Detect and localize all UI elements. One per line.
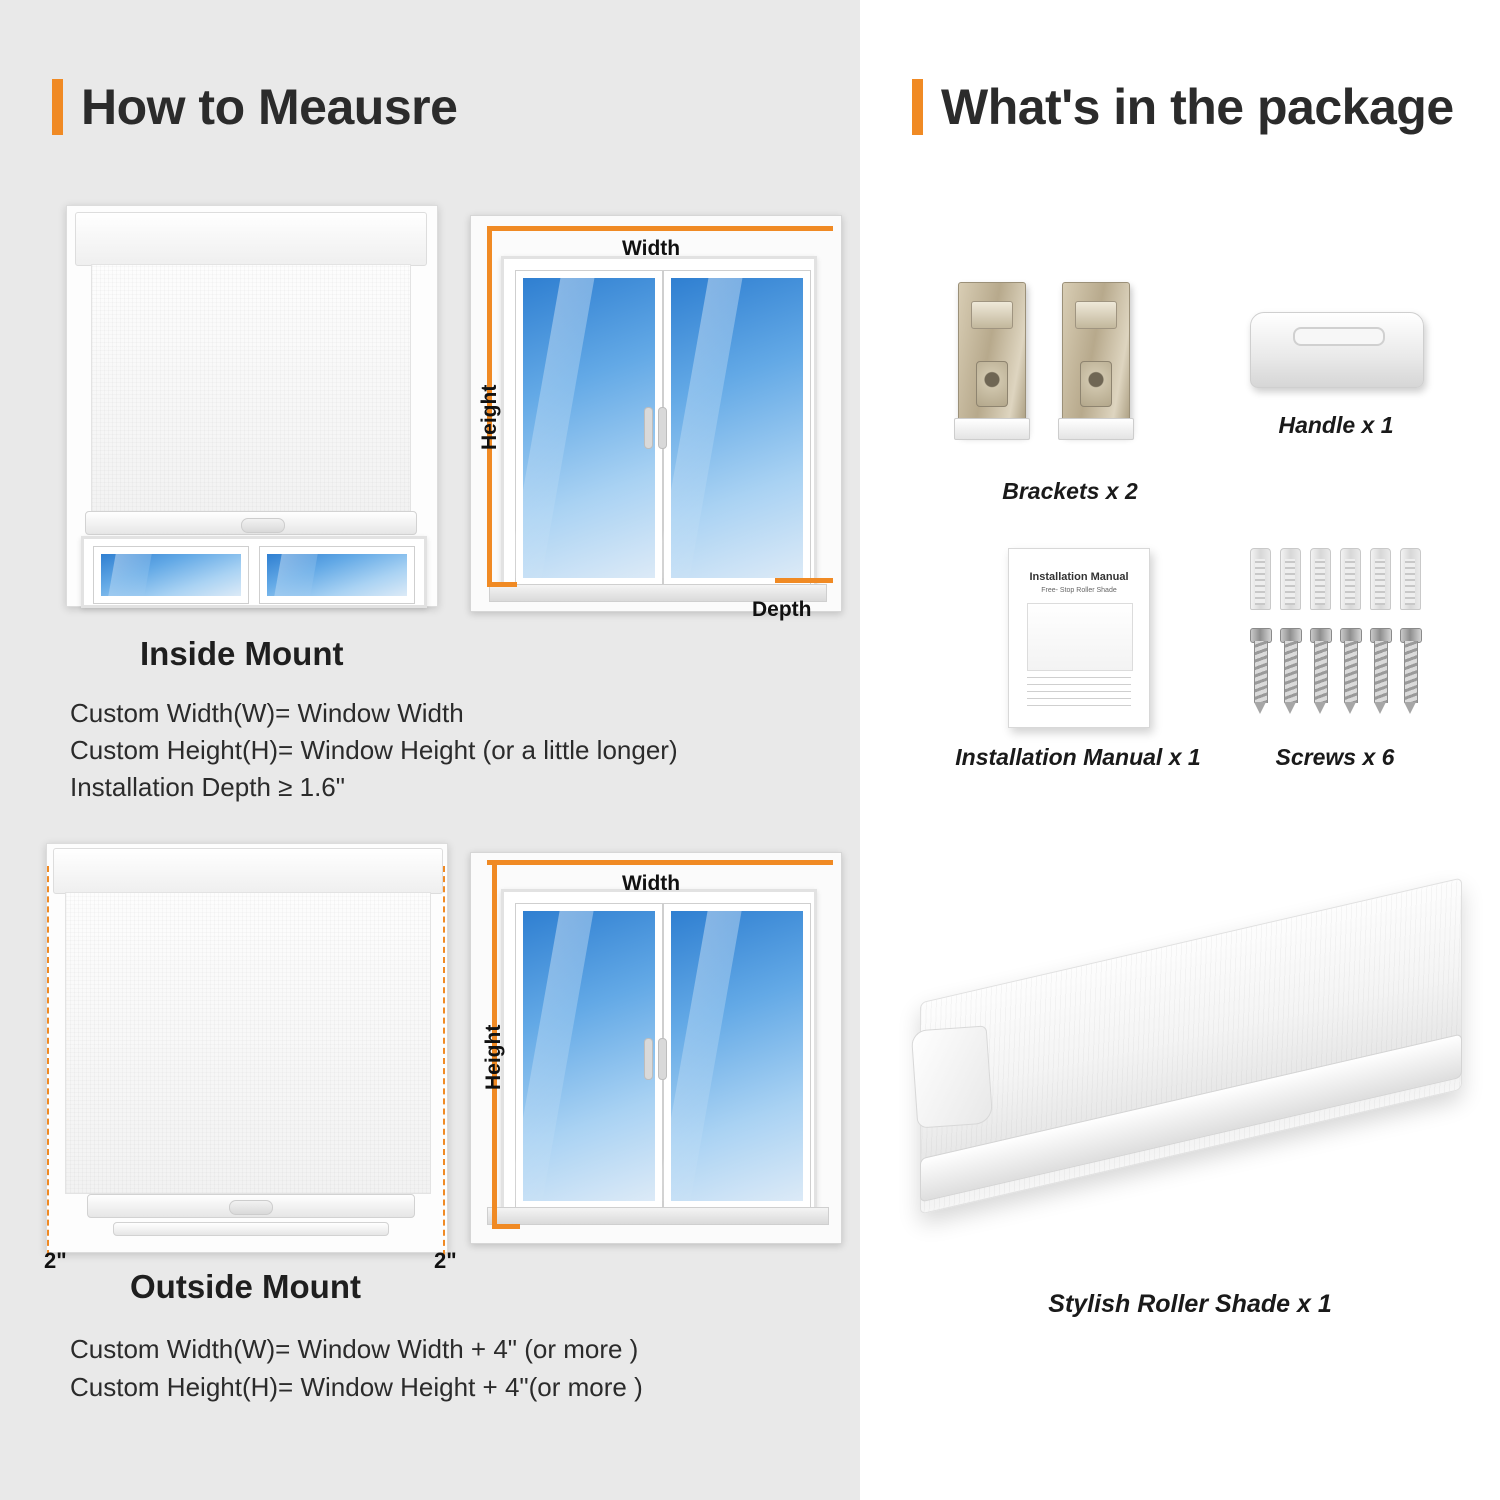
- depth-label-inside: Depth: [752, 598, 812, 621]
- accent-bar-icon: [52, 79, 63, 135]
- package-contents-panel: [860, 0, 1500, 1500]
- window-pane-left: [516, 904, 662, 1208]
- screws-label: Screws x 6: [1275, 744, 1395, 770]
- window-handle-right-icon: [658, 1038, 667, 1080]
- width-dimension-line: [487, 226, 833, 231]
- shade-pull-handle: [229, 1200, 273, 1215]
- window-handle-right-icon: [658, 407, 667, 449]
- window-frame: [501, 889, 817, 1215]
- overhang-guide-left: [47, 866, 49, 1256]
- manual-label: Installation Manual x 1: [955, 744, 1201, 770]
- window-sill-behind-shade: [113, 1222, 389, 1236]
- inside-mount-window-illustration: [470, 215, 842, 612]
- handle-label: Handle x 1: [1278, 412, 1394, 438]
- window-pane-left: [516, 271, 662, 585]
- window-sill: [487, 1207, 829, 1225]
- manual-cover-text-lines: [1027, 677, 1131, 711]
- inside-mount-line-3: Installation Depth ≥ 1.6": [70, 772, 345, 802]
- bracket-base-icon: [1058, 418, 1134, 440]
- package-heading: [912, 78, 1454, 136]
- overhang-left-label: 2": [44, 1248, 67, 1273]
- screw-icon: [1402, 628, 1418, 712]
- window-pane-left: [94, 547, 248, 603]
- roller-shade-icon: [920, 900, 1460, 1230]
- window-handle-left-icon: [644, 407, 653, 449]
- brackets-label: Brackets x 2: [1002, 478, 1138, 504]
- height-dimension-end-tick: [487, 582, 517, 587]
- wall-anchor-icon: [1340, 548, 1361, 610]
- manual-icon: [1008, 548, 1150, 728]
- bracket-icon: [1062, 282, 1130, 434]
- width-label-outside: Width: [622, 872, 681, 895]
- window-frame-behind-shade: [81, 536, 427, 608]
- manual-cover-title: Installation Manual: [1029, 571, 1129, 583]
- overhang-guide-right: [443, 866, 445, 1256]
- window-handle-left-icon: [644, 1038, 653, 1080]
- handle-icon: [1250, 312, 1424, 388]
- screw-icon: [1342, 628, 1358, 712]
- height-label-inside: Height: [478, 384, 501, 450]
- wall-anchor-icon: [1310, 548, 1331, 610]
- shade-headrail: [53, 848, 443, 894]
- inside-mount-line-1: Custom Width(W)= Window Width: [70, 698, 464, 728]
- outside-mount-line-2: Custom Height(H)= Window Height + 4"(or more ): [70, 1372, 643, 1402]
- screw-icon: [1252, 628, 1268, 712]
- roller-shade-end-cap: [911, 1025, 994, 1128]
- window-pane-right: [664, 904, 810, 1208]
- manual-cover-image: [1027, 603, 1133, 671]
- bracket-base-icon: [954, 418, 1030, 440]
- screw-icon: [1312, 628, 1328, 712]
- shade-fabric: [91, 264, 411, 516]
- package-title: What's in the package: [941, 79, 1454, 135]
- screw-icon: [1372, 628, 1388, 712]
- width-label-inside: Width: [622, 237, 681, 260]
- roller-shade-label: Stylish Roller Shade x 1: [1048, 1290, 1332, 1318]
- height-label-outside: Height: [482, 1024, 505, 1090]
- shade-fabric: [65, 892, 431, 1194]
- how-to-measure-title: How to Meausre: [81, 79, 458, 135]
- height-dimension-end-tick-outside: [492, 1224, 520, 1229]
- shade-pull-handle: [241, 518, 285, 533]
- inside-mount-caption: Inside Mount: [140, 635, 344, 672]
- screw-icon: [1282, 628, 1298, 712]
- accent-bar-icon: [912, 79, 923, 135]
- outside-mount-caption: Outside Mount: [130, 1268, 361, 1305]
- how-to-measure-heading: [52, 78, 457, 136]
- outside-mount-shade-illustration: [46, 843, 448, 1253]
- manual-cover-subtitle: Free- Stop Roller Shade: [1041, 587, 1117, 594]
- shade-headrail: [75, 212, 427, 266]
- window-frame: [501, 256, 817, 592]
- wall-anchor-icon: [1280, 548, 1301, 610]
- bracket-icon: [958, 282, 1026, 434]
- window-pane-right: [664, 271, 810, 585]
- outside-mount-window-illustration: [470, 852, 842, 1244]
- window-pane-right: [260, 547, 414, 603]
- outside-mount-line-1: Custom Width(W)= Window Width + 4" (or more ): [70, 1334, 639, 1364]
- wall-anchor-icon: [1370, 548, 1391, 610]
- overhang-right-label: 2": [434, 1248, 457, 1273]
- inside-mount-shade-illustration: [66, 205, 438, 607]
- width-dimension-line-outside: [487, 860, 833, 865]
- inside-mount-line-2: Custom Height(H)= Window Height (or a little longer): [70, 735, 678, 765]
- depth-dimension-line: [775, 578, 833, 583]
- wall-anchor-icon: [1400, 548, 1421, 610]
- wall-anchor-icon: [1250, 548, 1271, 610]
